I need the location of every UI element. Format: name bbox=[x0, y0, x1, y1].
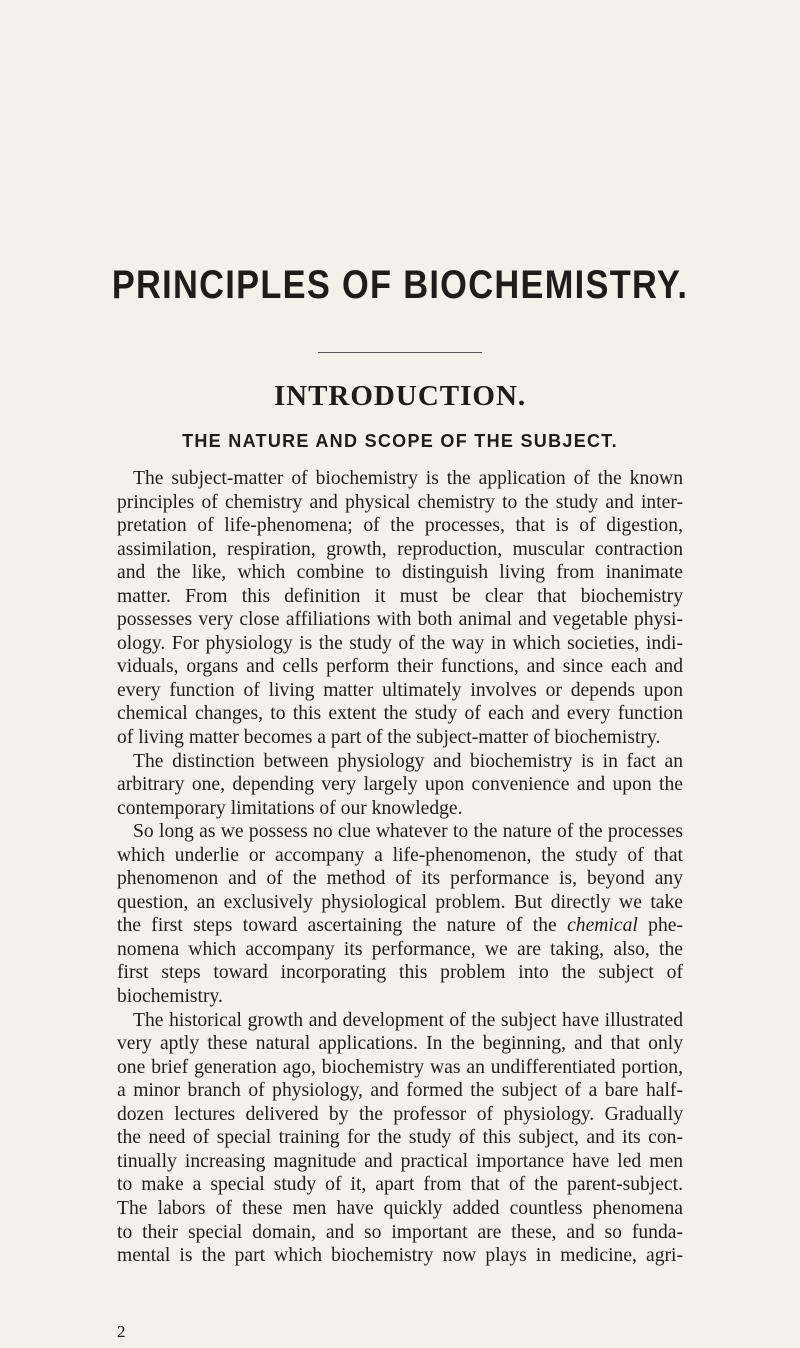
text-line: The labors of these men have quickly added countless phenomena bbox=[117, 1197, 683, 1219]
title-divider bbox=[318, 352, 482, 353]
text-line: of living matter becomes a part of the subject-matter of biochemistry. bbox=[117, 727, 661, 749]
text-line: ology. For physiology is the study of the way in which societies, indi- bbox=[117, 632, 683, 654]
book-title: PRINCIPLES OF BIOCHEMISTRY. bbox=[111, 263, 689, 307]
text-line: first steps toward incorporating this problem into the subject of bbox=[117, 962, 683, 984]
text-line: to their special domain, and so important are these, and so funda- bbox=[117, 1221, 683, 1243]
text-line: the need of special training for the study of this subject, and its con- bbox=[117, 1127, 683, 1149]
text-line: assimilation, respiration, growth, reproduction, muscular contraction bbox=[117, 538, 683, 560]
text-line: every function of living matter ultimately involves or depends upon bbox=[117, 679, 683, 701]
text-line: The historical growth and development of the subject have illustrated bbox=[133, 1009, 683, 1031]
text-line: question, an exclusively physiological problem. But directly we take bbox=[117, 891, 683, 913]
section-title: THE NATURE AND SCOPE OF THE SUBJECT. bbox=[182, 431, 618, 451]
text-line: phenomenon and of the method of its performance is, beyond any bbox=[117, 868, 683, 890]
text-line: viduals, organs and cells perform their functions, and since each and bbox=[117, 656, 683, 678]
text-line: matter. From this definition it must be clear that biochemistry bbox=[117, 585, 683, 607]
text-line: possesses very close affiliations with both animal and vegetable physi- bbox=[117, 609, 683, 631]
text-line: biochemistry. bbox=[117, 986, 223, 1008]
text-line: principles of chemistry and physical chemistry to the study and inter- bbox=[117, 491, 683, 513]
text-line: mental is the part which biochemistry now plays in medicine, agri- bbox=[117, 1245, 683, 1267]
text-line: nomena which accompany its performance, we are taking, also, the bbox=[117, 938, 683, 960]
text-line: very aptly these natural applications. In the beginning, and that only bbox=[117, 1033, 683, 1055]
chapter-title: INTRODUCTION. bbox=[273, 380, 527, 412]
page-number: 2 bbox=[117, 1322, 126, 1341]
text-line: dozen lectures delivered by the professor of physiology. Gradually bbox=[117, 1103, 683, 1125]
text-line: a minor branch of physiology, and formed the subject of a bare half- bbox=[117, 1080, 683, 1102]
text-line: The distinction between physiology and biochemistry is in fact an bbox=[133, 750, 683, 772]
text-line: the first steps toward ascertaining the nature of the chemical phe- bbox=[117, 915, 683, 937]
text-line: arbitrary one, depending very largely upon convenience and upon the bbox=[117, 774, 683, 796]
text-line: tinually increasing magnitude and practical importance have led men bbox=[117, 1150, 683, 1172]
body-text bbox=[117, 467, 683, 1268]
text-line: So long as we possess no clue whatever to the nature of the processes bbox=[133, 821, 683, 843]
text-line: one brief generation ago, biochemistry was an undifferentiated portion, bbox=[117, 1056, 683, 1078]
text-line: pretation of life-phenomena; of the processes, that is of digestion, bbox=[117, 515, 683, 537]
emphasized-word: chemical bbox=[567, 915, 638, 937]
text-line: to make a special study of it, apart from that of the parent-subject. bbox=[117, 1174, 683, 1196]
text-line: which underlie or accompany a life-phenomenon, the study of that bbox=[117, 844, 683, 866]
text-line: chemical changes, to this extent the study of each and every function bbox=[117, 703, 683, 725]
text-line: and the like, which combine to distinguish living from inanimate bbox=[117, 562, 683, 584]
text-line: contemporary limitations of our knowledge. bbox=[117, 797, 463, 819]
text-line: The subject-matter of biochemistry is the application of the known bbox=[133, 468, 683, 489]
